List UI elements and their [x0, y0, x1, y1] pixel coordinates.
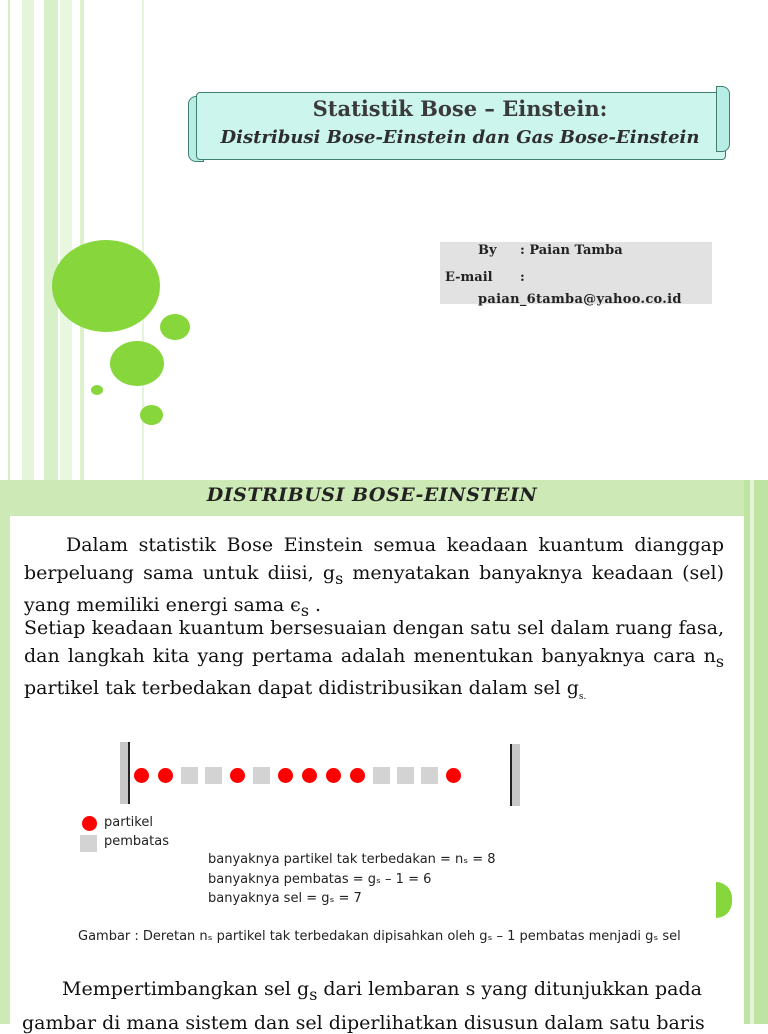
divider-square — [421, 767, 438, 784]
decor-stripe — [60, 0, 72, 480]
email-colon: : — [520, 270, 525, 285]
section-heading: DISTRIBUSI BOSE-EINSTEIN — [206, 484, 538, 506]
slide-subtitle: Distribusi Bose-Einstein dan Gas Bose-Einstein — [220, 127, 700, 148]
figure-caption: Gambar : Deretan nₛ partikel tak terbedakan dipisahkan oleh gₛ – 1 pembatas menjadi gₛ sel — [78, 929, 681, 944]
decor-circle-tiny — [91, 385, 103, 395]
particle-dot — [446, 768, 461, 783]
particle-dot — [302, 768, 317, 783]
wall-right — [510, 744, 520, 806]
legend-divider-label: pembatas — [104, 834, 169, 849]
paragraph-cutoff: gambar di mana sistem dan sel diperlihatkan disusun dalam satu baris — [22, 1012, 705, 1034]
particle-dot — [350, 768, 365, 783]
particle-dot — [134, 768, 149, 783]
divider-square — [205, 767, 222, 784]
particle-dot — [278, 768, 293, 783]
email-address: paian_6tamba@yahoo.co.id — [478, 292, 682, 307]
decor-strip — [750, 480, 754, 1024]
particle-dot — [158, 768, 173, 783]
title-slide — [0, 0, 768, 480]
decor-stripe — [80, 0, 84, 480]
paragraph-intro: Dalam statistik Bose Einstein semua keadaan kuantum dianggap berpeluang sama untuk diisi, $g_s$ menyatakan banyaknya keadaan (sel) yang memiliki energi sama $\epsilon_s$ . — [24, 534, 724, 620]
info-dividers: banyaknya pembatas = gₛ – 1 = 6 — [208, 872, 432, 887]
divider-square — [253, 767, 270, 784]
author-label: By — [478, 243, 497, 258]
decor-stripe — [8, 0, 10, 480]
decor-circle — [160, 314, 190, 340]
legend-particle-marker — [82, 816, 97, 831]
decor-circle — [140, 405, 163, 425]
legend-particle-label: partikel — [104, 815, 153, 830]
email-label: E-mail — [445, 270, 493, 285]
legend-divider-marker — [80, 835, 97, 852]
particle-dot — [230, 768, 245, 783]
decor-circle-large — [52, 240, 160, 332]
divider-square — [397, 767, 414, 784]
author-name: : Paian Tamba — [520, 243, 623, 258]
wall-left — [120, 742, 130, 804]
info-particles: banyaknya partikel tak terbedakan = nₛ = 8 — [208, 852, 496, 867]
decor-stripe — [44, 0, 58, 480]
paragraph-continuation: Mempertimbangkan sel $g_s$ dari lembaran s yang ditunjukkan pada — [62, 978, 702, 1004]
divider-square — [373, 767, 390, 784]
decor-circle — [110, 341, 164, 386]
paragraph-cells: Setiap keadaan kuantum bersesuaian dengan satu sel dalam ruang fasa, dan langkah kita yang pertama adalah menentukan banyaknya cara $n_s$ partikel tak terbedakan dapat didistribusikan dalam sel $g_{s.}$ — [24, 617, 724, 702]
divider-square — [181, 767, 198, 784]
decor-stripe — [22, 0, 34, 480]
decor-strip — [744, 480, 768, 1024]
info-cells: banyaknya sel = gₛ = 7 — [208, 891, 362, 906]
particle-dot — [326, 768, 341, 783]
slide-title: Statistik Bose – Einstein: — [312, 96, 608, 121]
